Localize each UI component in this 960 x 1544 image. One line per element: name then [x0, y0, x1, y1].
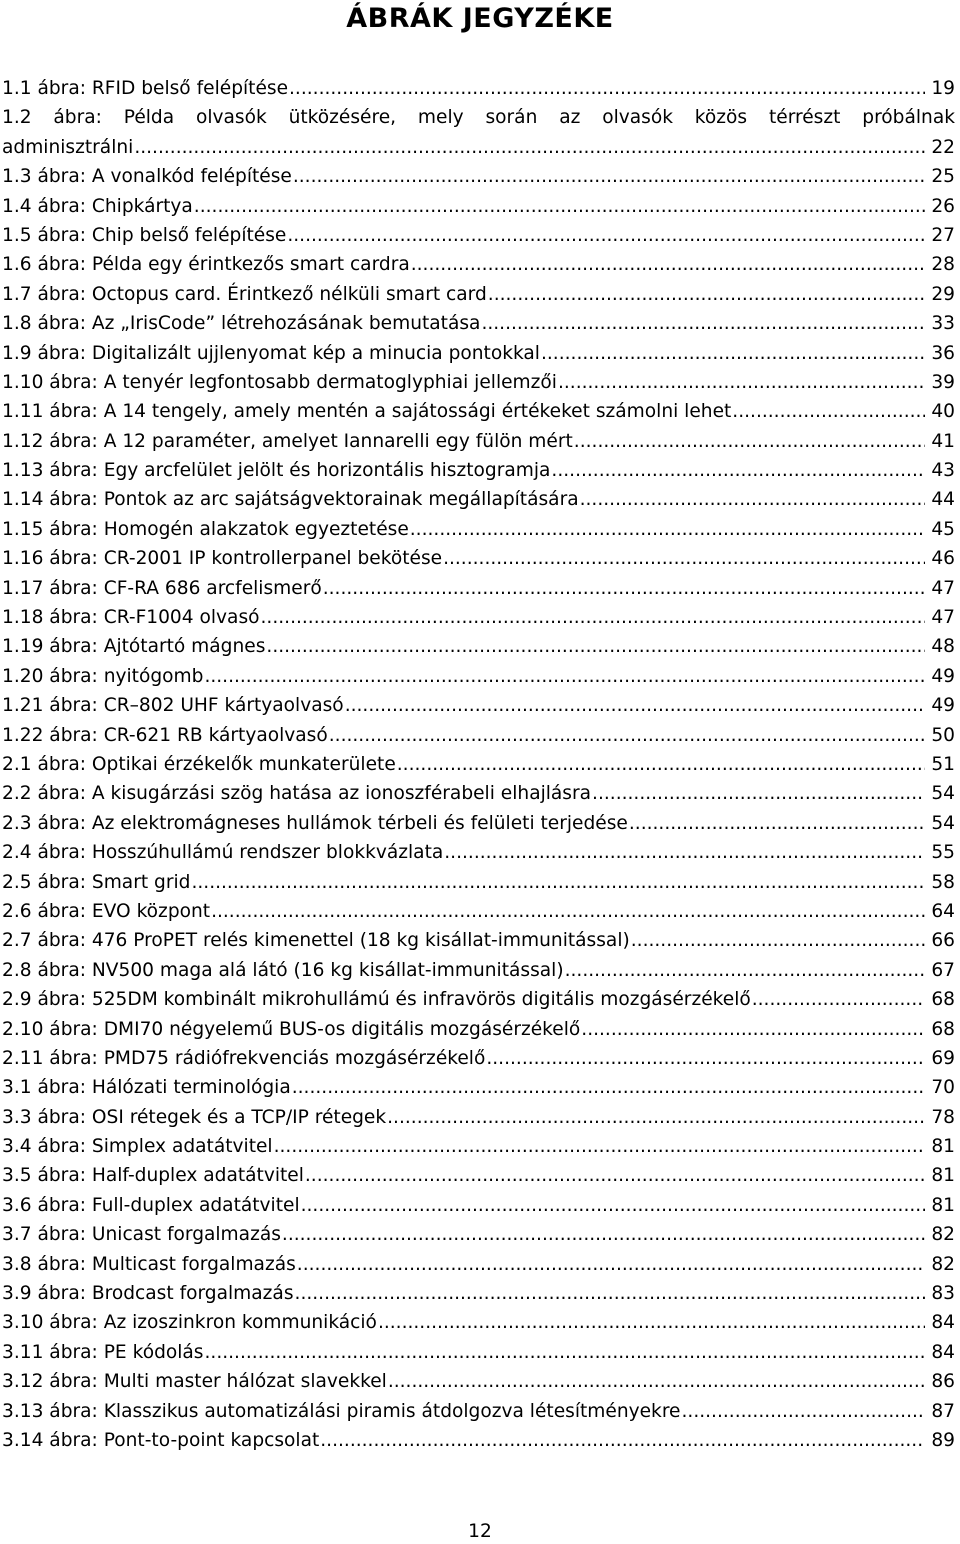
toc-entry-label: 1.16 ábra: CR-2001 IP kontrollerpanel bekötése [2, 548, 443, 570]
toc-entry-page: 82 [931, 1253, 955, 1275]
toc-entry-label: 3.10 ábra: Az izoszinkron kommunikáció [2, 1312, 377, 1334]
toc-entry-label: 2.6 ábra: EVO központ [2, 900, 211, 922]
toc-entry-label: 1.5 ábra: Chip belső felépítése [2, 224, 287, 246]
toc-entry[interactable] [2, 1308, 955, 1337]
toc-entry-label: 1.6 ábra: Példa egy érintkezős smart cardra [2, 254, 410, 276]
toc-entry-page: 44 [931, 489, 955, 511]
toc-entry[interactable] [2, 427, 955, 456]
dot-leader [287, 221, 925, 250]
toc-entry[interactable] [2, 1015, 955, 1044]
toc-entry-page: 25 [931, 166, 955, 188]
toc-entry-page: 33 [931, 313, 955, 335]
toc-entry-label: 3.3 ábra: OSI rétegek és a TCP/IP rétegek [2, 1106, 387, 1128]
toc-entry-label: 3.9 ábra: Brodcast forgalmazás [2, 1283, 294, 1305]
toc-entry-label: 1.7 ábra: Octopus card. Érintkező nélküli smart card [2, 283, 487, 305]
page-title: ÁBRÁK JEGYZÉKE [346, 3, 614, 34]
toc-entry-page: 46 [931, 548, 955, 570]
toc-entry-label: 3.7 ábra: Unicast forgalmazás [2, 1224, 281, 1246]
dot-leader [410, 515, 926, 544]
dot-leader [558, 368, 925, 397]
toc-entry-page: 47 [931, 607, 955, 629]
dot-leader [292, 1073, 926, 1102]
toc-entry[interactable] [2, 985, 955, 1014]
toc-entry-page: 82 [931, 1224, 955, 1246]
dot-leader [191, 868, 925, 897]
toc-entry[interactable] [2, 162, 955, 191]
toc-entry-label: 3.12 ábra: Multi master hálózat slavekkel [2, 1371, 387, 1393]
toc-entry-page: 70 [931, 1077, 955, 1099]
toc-entry-page: 49 [931, 695, 955, 717]
dot-leader [629, 809, 925, 838]
dot-leader [297, 1250, 926, 1279]
toc-entry-page: 41 [931, 430, 955, 452]
dot-leader [631, 926, 926, 955]
toc-entry-label: 1.18 ábra: CR-F1004 olvasó [2, 607, 260, 629]
toc-entry[interactable] [2, 280, 955, 309]
dot-leader [551, 456, 925, 485]
dot-leader [486, 1044, 925, 1073]
toc-entry-page: 40 [931, 401, 955, 423]
toc-entry-page: 47 [931, 577, 955, 599]
toc-entry-label: 1.11 ábra: A 14 tengely, amely mentén a sajátossági értékeket számolni lehet [2, 401, 732, 423]
toc-entry-page: 67 [931, 959, 955, 981]
dot-leader [301, 1191, 926, 1220]
toc-entry[interactable] [2, 838, 955, 867]
dot-leader [274, 1132, 926, 1161]
toc-entry[interactable] [2, 750, 955, 779]
dot-leader [329, 721, 926, 750]
toc-entry[interactable] [2, 926, 955, 955]
toc-entry-page: 83 [931, 1283, 955, 1305]
toc-entry[interactable] [2, 456, 955, 485]
toc-entry-label: 1.15 ábra: Homogén alakzatok egyeztetése [2, 518, 409, 540]
toc-entry[interactable] [2, 779, 955, 808]
dot-leader [345, 691, 926, 720]
toc-entry[interactable] [2, 632, 955, 661]
toc-entry-page: 55 [931, 842, 955, 864]
toc-entry[interactable] [2, 485, 955, 514]
toc-entry-page: 87 [931, 1400, 955, 1422]
toc-entry-label: 2.8 ábra: NV500 maga alá látó (16 kg kisállat-immunitással) [2, 959, 564, 981]
dot-leader [732, 397, 925, 426]
toc-entry-label: 3.4 ábra: Simplex adatátvitel [2, 1136, 273, 1158]
toc-entry[interactable] [2, 103, 955, 162]
toc-entry-page: 68 [931, 989, 955, 1011]
dot-leader [323, 574, 926, 603]
toc-entry[interactable] [2, 544, 955, 573]
toc-entry[interactable] [2, 368, 955, 397]
toc-entry-page: 64 [931, 900, 955, 922]
toc-entry[interactable] [2, 809, 955, 838]
toc-entry[interactable] [2, 339, 955, 368]
toc-entry-label: 2.9 ábra: 525DM kombinált mikrohullámú és infravörös digitális mozgásérzékelő [2, 989, 751, 1011]
dot-leader [580, 485, 926, 514]
toc-entry-page: 43 [931, 460, 955, 482]
toc-entry[interactable] [2, 1161, 955, 1190]
toc-entry[interactable] [2, 1279, 955, 1308]
toc-entry-page: 26 [931, 195, 955, 217]
dot-leader [266, 632, 925, 661]
dot-leader [293, 162, 925, 191]
toc-entry[interactable] [2, 956, 955, 985]
toc-entry[interactable] [2, 1338, 955, 1367]
page-number: 12 [468, 1521, 492, 1542]
dot-leader [194, 192, 926, 221]
dot-leader [592, 779, 925, 808]
dot-leader [320, 1426, 925, 1455]
dot-leader [581, 1015, 925, 1044]
toc-entry[interactable] [2, 662, 955, 691]
toc-entry-page: 54 [931, 783, 955, 805]
toc-entry-label: 2.2 ábra: A kisugárzási szög hatása az ionoszférabeli elhajlásra [2, 783, 592, 805]
toc-entry[interactable] [2, 74, 955, 103]
dot-leader [565, 956, 926, 985]
toc-entry-label: 1.9 ábra: Digitalizált ujjlenyomat kép a minucia pontokkal [2, 342, 540, 364]
toc-entry-label: 3.1 ábra: Hálózati terminológia [2, 1077, 291, 1099]
toc-entry-page: 50 [931, 724, 955, 746]
toc-entry[interactable] [2, 250, 955, 279]
toc-entry[interactable] [2, 397, 955, 426]
dot-leader [481, 309, 925, 338]
dot-leader [295, 1279, 926, 1308]
toc-entry-label: 2.4 ábra: Hosszúhullámú rendszer blokkvázlata [2, 842, 444, 864]
dot-leader [204, 662, 925, 691]
dot-leader [752, 985, 926, 1014]
dot-leader [488, 280, 926, 309]
toc-entry-page: 69 [931, 1047, 955, 1069]
dot-leader [443, 544, 925, 573]
toc-entry-label: 1.13 ábra: Egy arcfelület jelölt és horizontális hisztogramja [2, 460, 551, 482]
toc-entry-label: 1.1 ábra: RFID belső felépítése [2, 78, 289, 99]
toc-entry-label: 3.14 ábra: Pont-to-point kapcsolat [2, 1429, 320, 1451]
toc-entry[interactable] [2, 897, 955, 926]
dot-leader [411, 250, 926, 279]
toc-entry-label: 1.14 ábra: Pontok az arc sajátságvektorainak megállapítására [2, 489, 579, 511]
toc-entry[interactable] [2, 721, 955, 750]
toc-entry-label: 3.11 ábra: PE kódolás [2, 1341, 204, 1363]
toc-entry-page: 51 [931, 754, 955, 775]
toc-entry-page: 78 [931, 1106, 955, 1128]
dot-leader [574, 427, 926, 456]
toc-entry-label: 1.3 ábra: A vonalkód felépítése [2, 166, 292, 188]
toc-entry-label: 2.3 ábra: Az elektromágneses hullámok térbeli és felületi terjedése [2, 812, 628, 834]
toc-entry-label: 3.13 ábra: Klasszikus automatizálási piramis átdolgozva létesítményekre [2, 1400, 681, 1422]
dot-leader [541, 339, 925, 368]
toc-entry[interactable] [2, 1103, 955, 1132]
toc-entry-label: 1.10 ábra: A tenyér legfontosabb dermatoglyphiai jellemzői [2, 371, 557, 393]
toc-entry-label: 2.10 ábra: DMI70 négyelemű BUS-os digitális mozgásérzékelő [2, 1018, 581, 1040]
dot-leader [682, 1397, 926, 1426]
toc-entry[interactable] [2, 515, 955, 544]
toc-entry[interactable] [2, 309, 955, 338]
dot-leader [289, 74, 925, 103]
toc-entry[interactable] [2, 1191, 955, 1220]
dot-leader [388, 1367, 926, 1396]
toc-entry[interactable] [2, 1044, 955, 1073]
toc-entry-page: 45 [931, 518, 955, 540]
toc-entry[interactable] [2, 574, 955, 603]
toc-entry-label: 1.21 ábra: CR–802 UHF kártyaolvasó [2, 695, 344, 717]
toc-entry[interactable] [2, 1367, 955, 1396]
toc-entry-label: 2.5 ábra: Smart grid [2, 871, 191, 893]
dot-leader [134, 133, 925, 162]
toc-entry-label: 1.20 ábra: nyitógomb [2, 665, 204, 687]
toc-entry-page: 27 [931, 224, 955, 246]
toc-entry[interactable] [2, 1073, 955, 1102]
toc-entry[interactable] [2, 1397, 955, 1426]
dot-leader [261, 603, 926, 632]
toc-entry-page: 89 [931, 1429, 955, 1451]
toc-entry[interactable] [2, 1220, 955, 1249]
toc-entry-label: 1.12 ábra: A 12 paraméter, amelyet Iannarelli egy fülön mért [2, 430, 573, 452]
toc-entry-label: 2.11 ábra: PMD75 rádiófrekvenciás mozgásérzékelő [2, 1047, 486, 1069]
toc-entry-page: 22 [931, 136, 955, 158]
toc-entry-page: 48 [931, 636, 955, 658]
toc-entry-label: 1.22 ábra: CR-621 RB kártyaolvasó [2, 724, 328, 746]
dot-leader [282, 1220, 925, 1249]
figure-list [2, 74, 955, 1455]
toc-entry[interactable] [2, 1250, 955, 1279]
toc-entry-page: 84 [931, 1341, 955, 1363]
toc-entry-page: 39 [931, 371, 955, 393]
toc-entry-label: 2.7 ábra: 476 ProPET relés kimenettel (18 kg kisállat-immunitással) [2, 930, 630, 952]
toc-entry-label: 1.19 ábra: Ajtótartó mágnes [2, 636, 266, 658]
toc-entry-page: 36 [931, 342, 955, 364]
dot-leader [378, 1308, 925, 1337]
toc-entry-page: 84 [931, 1312, 955, 1334]
toc-entry-page: 68 [931, 1018, 955, 1040]
toc-entry[interactable] [2, 603, 955, 632]
toc-entry-label-continued: adminisztrálni [2, 136, 134, 158]
toc-entry-page: 86 [931, 1371, 955, 1393]
toc-entry-page: 81 [931, 1194, 955, 1216]
dot-leader [205, 1338, 926, 1367]
dot-leader [211, 897, 925, 926]
toc-entry-label: 3.5 ábra: Half-duplex adatátvitel [2, 1165, 304, 1187]
toc-entry-label: 3.8 ábra: Multicast forgalmazás [2, 1253, 296, 1275]
toc-entry-page: 58 [931, 871, 955, 893]
toc-entry[interactable] [2, 221, 955, 250]
toc-entry-label: 1.8 ábra: Az „IrisCode” létrehozásának bemutatása [2, 313, 481, 335]
toc-entry-page: 66 [931, 930, 955, 952]
toc-entry-page: 81 [931, 1136, 955, 1158]
toc-entry-page: 49 [931, 665, 955, 687]
toc-entry-label: 1.2 ábra: Példa olvasók ütközésére, mely során az olvasók közös térrészt próbálnak [2, 107, 955, 129]
toc-entry-page: 28 [931, 254, 955, 276]
dot-leader [387, 1103, 925, 1132]
toc-entry-page: 19 [931, 78, 955, 99]
toc-entry[interactable] [2, 868, 955, 897]
toc-entry-label: 1.17 ábra: CF-RA 686 arcfelismerő [2, 577, 322, 599]
toc-entry-page: 81 [931, 1165, 955, 1187]
toc-entry-page: 29 [931, 283, 955, 305]
dot-leader [397, 750, 926, 779]
toc-entry-label: 3.6 ábra: Full-duplex adatátvitel [2, 1194, 300, 1216]
toc-entry-label: 2.1 ábra: Optikai érzékelők munkaterülete [2, 754, 396, 775]
dot-leader [444, 838, 925, 867]
toc-entry-page: 54 [931, 812, 955, 834]
toc-entry[interactable] [2, 192, 955, 221]
toc-entry[interactable] [2, 691, 955, 720]
toc-entry[interactable] [2, 1132, 955, 1161]
toc-entry[interactable] [2, 1426, 955, 1455]
toc-entry-label: 1.4 ábra: Chipkártya [2, 195, 193, 217]
dot-leader [305, 1161, 925, 1190]
